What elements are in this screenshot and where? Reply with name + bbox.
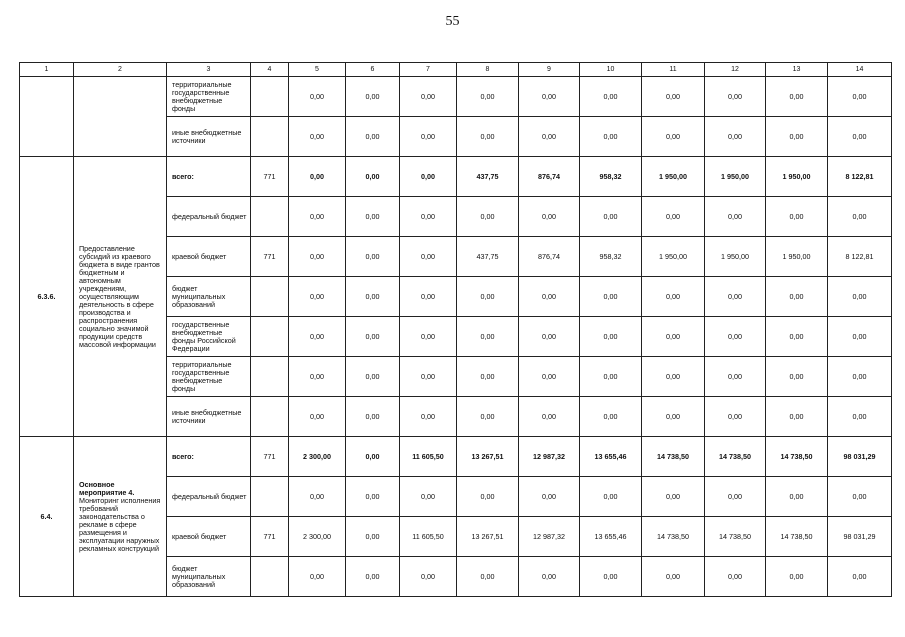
value-cell: 0,00 <box>828 77 892 117</box>
value-cell: 0,00 <box>457 77 519 117</box>
item-number-cell: 6.4. <box>20 437 74 597</box>
value-cell: 0,00 <box>400 317 457 357</box>
value-cell: 958,32 <box>580 157 642 197</box>
column-header: 3 <box>167 63 251 77</box>
value-cell: 0,00 <box>346 277 400 317</box>
value-cell: 12 987,32 <box>519 517 580 557</box>
column-header: 9 <box>519 63 580 77</box>
value-cell: 14 738,50 <box>642 517 705 557</box>
value-cell: 98 031,29 <box>828 517 892 557</box>
code-cell <box>251 317 289 357</box>
value-cell: 8 122,81 <box>828 237 892 277</box>
value-cell: 0,00 <box>289 197 346 237</box>
value-cell: 0,00 <box>580 117 642 157</box>
value-cell: 958,32 <box>580 237 642 277</box>
value-cell: 0,00 <box>519 397 580 437</box>
code-cell: 771 <box>251 437 289 477</box>
value-cell: 876,74 <box>519 237 580 277</box>
value-cell: 0,00 <box>289 277 346 317</box>
value-cell: 0,00 <box>642 117 705 157</box>
value-cell: 0,00 <box>400 117 457 157</box>
column-header: 11 <box>642 63 705 77</box>
value-cell: 0,00 <box>642 357 705 397</box>
funding-source-cell: государственные внебюджетные фонды Российской Федерации <box>167 317 251 357</box>
value-cell: 0,00 <box>766 117 828 157</box>
funding-source-cell: краевой бюджет <box>167 517 251 557</box>
value-cell: 0,00 <box>705 477 766 517</box>
value-cell: 0,00 <box>457 557 519 597</box>
value-cell: 14 738,50 <box>766 517 828 557</box>
table-row <box>20 157 892 197</box>
value-cell: 2 300,00 <box>289 437 346 477</box>
value-cell: 0,00 <box>346 357 400 397</box>
value-cell: 0,00 <box>519 477 580 517</box>
value-cell: 0,00 <box>828 397 892 437</box>
value-cell: 0,00 <box>400 357 457 397</box>
item-title-cell <box>74 77 167 157</box>
value-cell: 0,00 <box>519 317 580 357</box>
value-cell: 0,00 <box>289 117 346 157</box>
value-cell: 0,00 <box>705 77 766 117</box>
funding-source-cell: бюджет муниципальных образований <box>167 557 251 597</box>
value-cell: 0,00 <box>519 197 580 237</box>
value-cell: 0,00 <box>400 237 457 277</box>
column-header: 12 <box>705 63 766 77</box>
column-header: 7 <box>400 63 457 77</box>
value-cell: 0,00 <box>346 557 400 597</box>
value-cell: 1 950,00 <box>766 157 828 197</box>
value-cell: 0,00 <box>642 197 705 237</box>
column-header: 10 <box>580 63 642 77</box>
value-cell: 0,00 <box>400 557 457 597</box>
value-cell: 0,00 <box>289 237 346 277</box>
value-cell: 0,00 <box>400 157 457 197</box>
item-title-text: Предоставление субсидий из краевого бюджета в виде грантов бюджетным и автономным учреждениям, осуществляющим деятельность в сфере производства и распространения социально значимой продукции средств массовой информации <box>79 243 160 349</box>
value-cell: 2 300,00 <box>289 517 346 557</box>
value-cell: 11 605,50 <box>400 517 457 557</box>
code-cell: 771 <box>251 237 289 277</box>
value-cell: 13 655,46 <box>580 437 642 477</box>
value-cell: 0,00 <box>766 557 828 597</box>
value-cell: 0,00 <box>289 317 346 357</box>
column-header: 6 <box>346 63 400 77</box>
value-cell: 1 950,00 <box>642 237 705 277</box>
value-cell: 437,75 <box>457 157 519 197</box>
value-cell: 0,00 <box>580 397 642 437</box>
value-cell: 437,75 <box>457 237 519 277</box>
funding-source-cell: территориальные государственные внебюджетные фонды <box>167 357 251 397</box>
value-cell: 0,00 <box>828 477 892 517</box>
item-number-cell <box>20 77 74 157</box>
value-cell: 0,00 <box>580 197 642 237</box>
value-cell: 0,00 <box>457 397 519 437</box>
value-cell: 0,00 <box>828 357 892 397</box>
value-cell: 0,00 <box>457 117 519 157</box>
code-cell: 771 <box>251 157 289 197</box>
value-cell: 0,00 <box>519 117 580 157</box>
value-cell: 0,00 <box>457 197 519 237</box>
value-cell: 14 738,50 <box>642 437 705 477</box>
column-header: 4 <box>251 63 289 77</box>
value-cell: 0,00 <box>346 397 400 437</box>
value-cell: 0,00 <box>766 77 828 117</box>
value-cell: 14 738,50 <box>705 437 766 477</box>
value-cell: 0,00 <box>346 437 400 477</box>
item-number-cell: 6.3.6. <box>20 157 74 437</box>
code-cell <box>251 77 289 117</box>
value-cell: 0,00 <box>580 357 642 397</box>
code-cell <box>251 557 289 597</box>
funding-source-cell: федеральный бюджет <box>167 477 251 517</box>
funding-source-cell: всего: <box>167 437 251 477</box>
value-cell: 0,00 <box>766 317 828 357</box>
value-cell: 0,00 <box>457 477 519 517</box>
value-cell: 0,00 <box>400 197 457 237</box>
value-cell: 0,00 <box>705 317 766 357</box>
code-cell <box>251 197 289 237</box>
value-cell: 0,00 <box>580 317 642 357</box>
header-row <box>20 63 892 77</box>
value-cell: 0,00 <box>289 77 346 117</box>
value-cell: 0,00 <box>346 77 400 117</box>
table-body <box>20 63 892 597</box>
value-cell: 0,00 <box>457 357 519 397</box>
column-header: 8 <box>457 63 519 77</box>
value-cell: 0,00 <box>705 197 766 237</box>
page-number: 55 <box>445 14 460 29</box>
value-cell: 0,00 <box>400 277 457 317</box>
value-cell: 0,00 <box>642 477 705 517</box>
value-cell: 0,00 <box>346 477 400 517</box>
value-cell: 0,00 <box>580 77 642 117</box>
value-cell: 0,00 <box>519 77 580 117</box>
funding-source-cell: иные внебюджетные источники <box>167 117 251 157</box>
value-cell: 0,00 <box>289 477 346 517</box>
value-cell: 14 738,50 <box>705 517 766 557</box>
value-cell: 0,00 <box>289 397 346 437</box>
value-cell: 0,00 <box>766 397 828 437</box>
funding-source-cell: всего: <box>167 157 251 197</box>
value-cell: 13 267,51 <box>457 437 519 477</box>
value-cell: 0,00 <box>580 477 642 517</box>
code-cell <box>251 477 289 517</box>
item-title-cell <box>74 157 167 437</box>
value-cell: 0,00 <box>580 277 642 317</box>
table-row <box>20 437 892 477</box>
value-cell: 0,00 <box>400 477 457 517</box>
value-cell: 13 655,46 <box>580 517 642 557</box>
code-cell <box>251 357 289 397</box>
value-cell: 0,00 <box>346 197 400 237</box>
value-cell: 0,00 <box>642 317 705 357</box>
value-cell: 1 950,00 <box>705 237 766 277</box>
value-cell: 0,00 <box>400 397 457 437</box>
value-cell: 0,00 <box>346 117 400 157</box>
funding-source-cell: федеральный бюджет <box>167 197 251 237</box>
value-cell: 0,00 <box>705 357 766 397</box>
value-cell: 0,00 <box>642 277 705 317</box>
value-cell: 0,00 <box>346 317 400 357</box>
funding-source-cell: бюджет муниципальных образований <box>167 277 251 317</box>
value-cell: 1 950,00 <box>642 157 705 197</box>
value-cell: 0,00 <box>766 477 828 517</box>
value-cell: 0,00 <box>289 557 346 597</box>
value-cell: 0,00 <box>519 357 580 397</box>
column-header: 13 <box>766 63 828 77</box>
value-cell: 0,00 <box>766 357 828 397</box>
value-cell: 0,00 <box>346 517 400 557</box>
column-header: 5 <box>289 63 346 77</box>
budget-table <box>19 62 892 597</box>
value-cell: 0,00 <box>519 557 580 597</box>
funding-source-cell: краевой бюджет <box>167 237 251 277</box>
value-cell: 0,00 <box>766 197 828 237</box>
value-cell: 0,00 <box>828 317 892 357</box>
value-cell: 12 987,32 <box>519 437 580 477</box>
item-title-cell <box>74 437 167 597</box>
value-cell: 13 267,51 <box>457 517 519 557</box>
value-cell: 0,00 <box>828 197 892 237</box>
value-cell: 0,00 <box>705 117 766 157</box>
value-cell: 876,74 <box>519 157 580 197</box>
column-header: 14 <box>828 63 892 77</box>
value-cell: 11 605,50 <box>400 437 457 477</box>
value-cell: 0,00 <box>642 77 705 117</box>
value-cell: 98 031,29 <box>828 437 892 477</box>
value-cell: 0,00 <box>828 117 892 157</box>
value-cell: 0,00 <box>346 237 400 277</box>
value-cell: 14 738,50 <box>766 437 828 477</box>
value-cell: 0,00 <box>289 357 346 397</box>
value-cell: 0,00 <box>519 277 580 317</box>
value-cell: 0,00 <box>766 277 828 317</box>
funding-source-cell: территориальные государственные внебюджетные фонды <box>167 77 251 117</box>
code-cell <box>251 397 289 437</box>
value-cell: 0,00 <box>580 557 642 597</box>
value-cell: 0,00 <box>400 77 457 117</box>
value-cell: 8 122,81 <box>828 157 892 197</box>
value-cell: 0,00 <box>705 557 766 597</box>
item-title-text: Мониторинг исполнения требований законодательства о рекламе в сфере размещения и эксплуатации наружных рекламных конструкций <box>79 495 161 553</box>
value-cell: 0,00 <box>828 557 892 597</box>
value-cell: 0,00 <box>705 397 766 437</box>
value-cell: 1 950,00 <box>766 237 828 277</box>
table-row <box>20 77 892 117</box>
value-cell: 0,00 <box>457 317 519 357</box>
value-cell: 0,00 <box>289 157 346 197</box>
code-cell <box>251 117 289 157</box>
column-header: 1 <box>20 63 74 77</box>
value-cell: 1 950,00 <box>705 157 766 197</box>
value-cell: 0,00 <box>346 157 400 197</box>
funding-source-cell: иные внебюджетные источники <box>167 397 251 437</box>
value-cell: 0,00 <box>642 557 705 597</box>
item-title-heading: Основное мероприятие 4. <box>79 479 135 497</box>
code-cell: 771 <box>251 517 289 557</box>
value-cell: 0,00 <box>705 277 766 317</box>
value-cell: 0,00 <box>642 397 705 437</box>
value-cell: 0,00 <box>828 277 892 317</box>
value-cell: 0,00 <box>457 277 519 317</box>
code-cell <box>251 277 289 317</box>
column-header: 2 <box>74 63 167 77</box>
